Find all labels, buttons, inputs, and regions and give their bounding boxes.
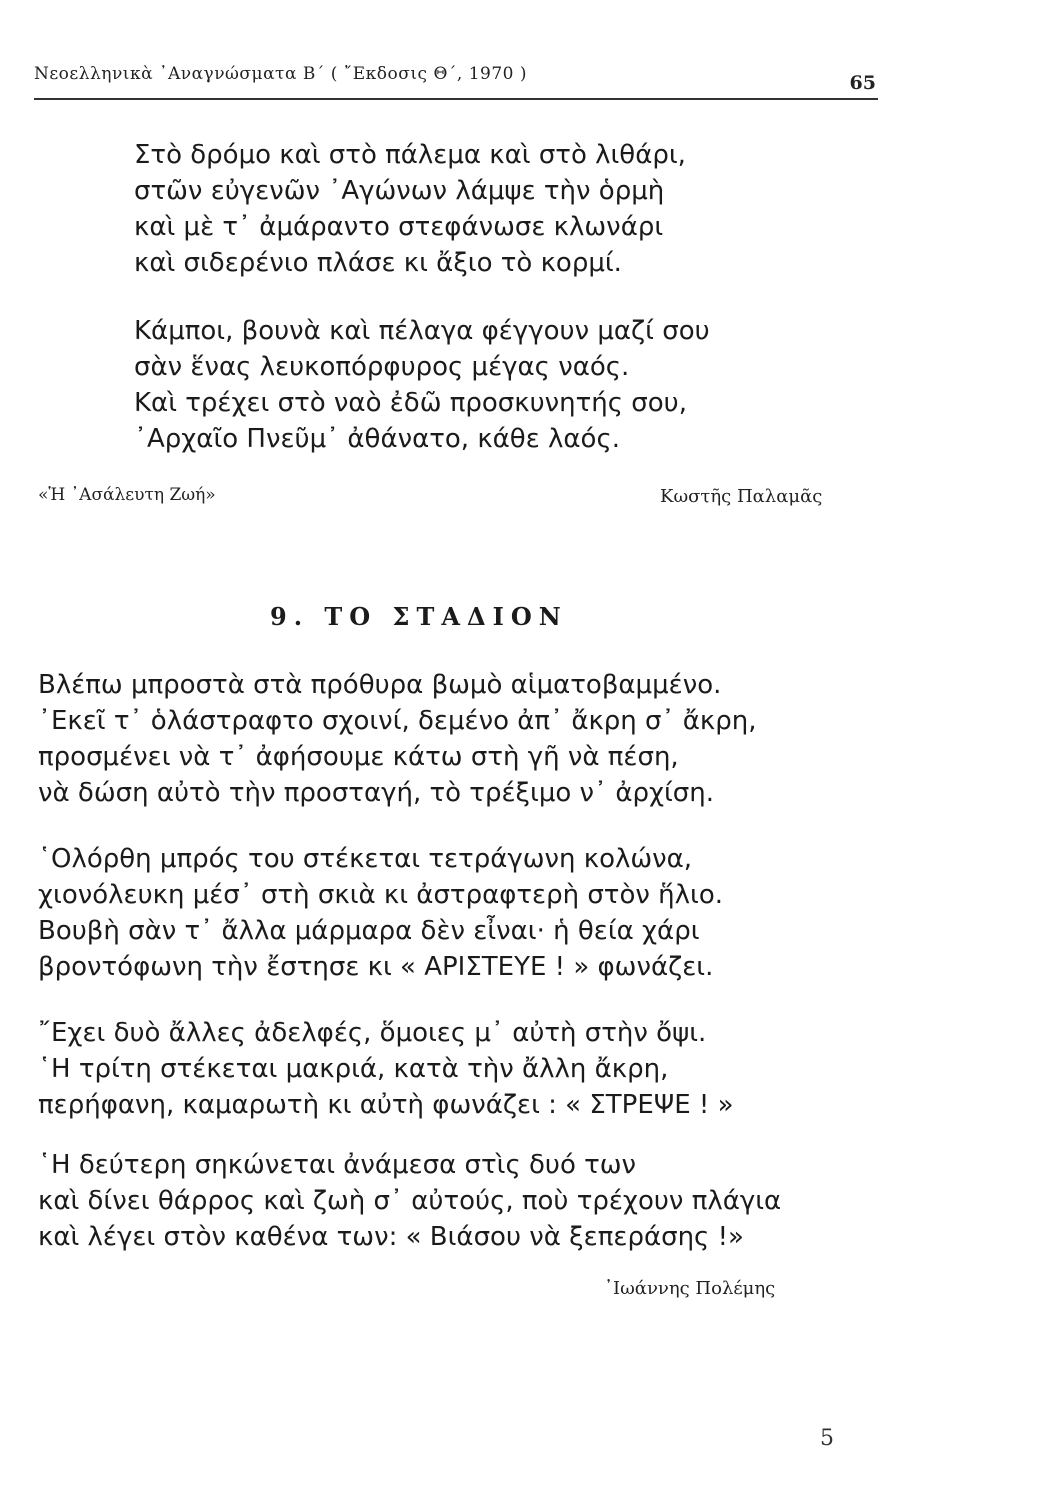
- poem1-author: Κωστῆς Παλαμᾶς: [660, 486, 823, 507]
- poem2-line: προσμένει νὰ τ᾿ ἀφήσουμε κάτω στὴ γῆ νὰ πέση,: [38, 742, 679, 772]
- poem2-line: χιονόλευκη μέσ᾿ στὴ σκιὰ κι ἀστραφτερὴ στὸν ἥλιο.: [38, 880, 723, 910]
- poem2-line: ᾿Εκεῖ τ᾿ ὁλάστραφτο σχοινί, δεμένο ἀπ᾿ ἄκρη σ᾿ ἄκρη,: [38, 706, 757, 736]
- poem1-line: Καὶ τρέχει στὸ ναὸ ἐδῶ προσκυνητής σου,: [134, 388, 687, 418]
- poem2-line: περήφανη, καμαρωτὴ κι αὐτὴ φωνάζει : « ΣΤΡΕΨΕ ! »: [38, 1090, 734, 1120]
- poem2-line: Βλέπω μπροστὰ στὰ πρόθυρα βωμὸ αἱματοβαμμένο.: [38, 670, 722, 700]
- poem1-line: σὰν ἕνας λευκοπόρφυρος μέγας ναός.: [134, 352, 630, 382]
- signature-mark: 5: [820, 1426, 834, 1451]
- header-rule: [34, 98, 878, 100]
- poem2-line: ῾Η δεύτερη σηκώνεται ἀνάμεσα στὶς δυό των: [38, 1150, 637, 1180]
- poem1-line: ᾿Αρχαῖο Πνεῦμ᾿ ἀθάνατο, κάθε λαός.: [134, 424, 620, 454]
- running-title: Νεοελληνικὰ ᾿Αναγνώσματα Β΄ ( ῎Εκδοσις Θ΄, 1970 ): [34, 64, 528, 84]
- poem2-author: ᾿Ιωάννης Πολέμης: [604, 1278, 776, 1299]
- poem2-line: Βουβὴ σὰν τ᾿ ἄλλα μάρμαρα δὲν εἶναι· ἡ θεία χάρι: [38, 916, 700, 946]
- poem2-line: νὰ δώση αὐτὸ τὴν προσταγή, τὸ τρέξιμο ν᾿ ἀρχίση.: [38, 778, 714, 808]
- poem1-line: Στὸ δρόμο καὶ στὸ πάλεμα καὶ στὸ λιθάρι,: [134, 140, 686, 170]
- section-title: 9. ΤΟ ΣΤΑΔΙΟΝ: [270, 602, 568, 631]
- page-number: 65: [849, 72, 876, 94]
- poem2-line: βροντόφωνη τὴν ἔστησε κι « ΑΡΙΣΤΕΥΕ ! » φωνάζει.: [38, 952, 714, 982]
- poem1-line: Κάμποι, βουνὰ καὶ πέλαγα φέγγουν μαζί σου: [134, 316, 710, 346]
- poem2-line: ῾Η τρίτη στέκεται μακριά, κατὰ τὴν ἄλλη ἄκρη,: [38, 1054, 669, 1084]
- poem2-line: ῎Εχει δυὸ ἄλλες ἀδελφές, ὅμοιες μ᾿ αὐτὴ στὴν ὄψι.: [38, 1018, 707, 1048]
- poem2-line: καὶ δίνει θάρρος καὶ ζωὴ σ᾿ αὐτούς, ποὺ τρέχουν πλάγια: [38, 1186, 782, 1216]
- poem2-line: ῾Ολόρθη μπρός του στέκεται τετράγωνη κολώνα,: [38, 844, 693, 874]
- poem1-line: καὶ σιδερένιο πλάσε κι ἄξιο τὸ κορμί.: [134, 248, 622, 278]
- poem2-line: καὶ λέγει στὸν καθένα των: « Βιάσου νὰ ξεπεράσης !»: [38, 1222, 744, 1252]
- poem1-line: καὶ μὲ τ᾿ ἀμάραντο στεφάνωσε κλωνάρι: [134, 212, 664, 242]
- poem1-line: στῶν εὐγενῶν ᾿Αγώνων λάμψε τὴν ὁρμὴ: [134, 176, 665, 206]
- poem1-source: «Ἡ ᾿Ασάλευτη Ζωή»: [38, 485, 216, 505]
